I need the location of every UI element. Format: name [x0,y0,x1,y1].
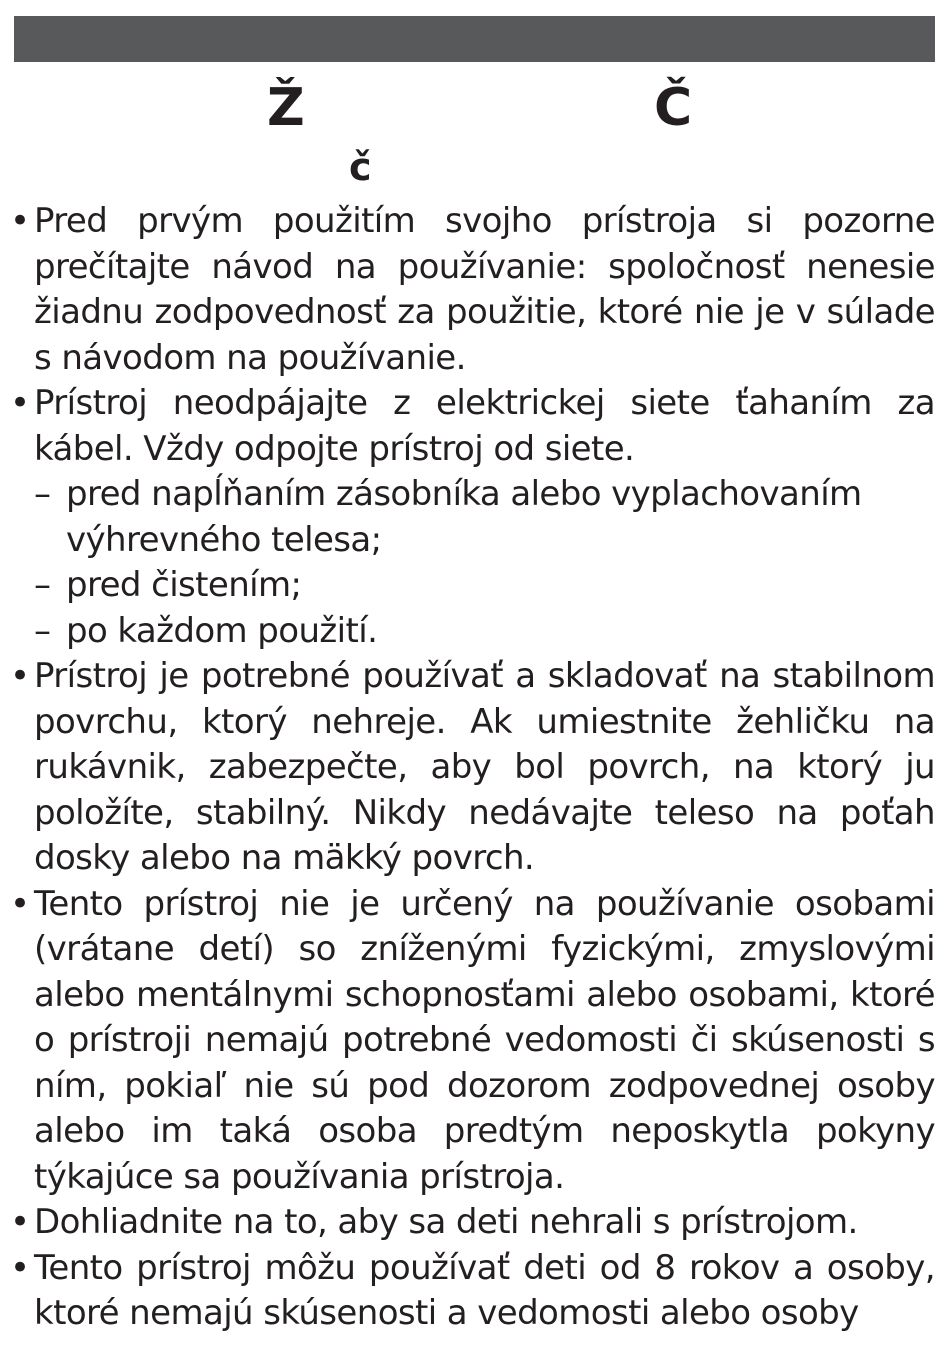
sub-list-item-text: po každom použití. [66,610,378,651]
bullet-icon: • [10,883,30,924]
dash-icon: – [34,610,51,651]
list-item-text: Pred prvým použitím svojho prístroja si pozorne prečítajte návod na používanie: spoločnosť nenesie žiadnu zodpovednosť za použitie, ktoré nie je v súlade s návodom na používanie. [34,201,935,378]
list-item-text: Tento prístroj nie je určený na používanie osobami (vrátane detí) so zníženými fyzickými, zmyslovými alebo mentálnymi schopnosťami alebo osobami, ktoré o prístroji nemajú potrebné vedomosti či skúsenosti s ním, pokiaľ nie sú pod dozorom zodpovednej osoby alebo im taká osoba predtým neposkytla pokyny týkajúce sa používania prístroja. [34,883,935,1197]
list-item [10,381,935,472]
heading-glyph-2: Č [654,78,693,138]
heading-glyph-1: Ž [267,78,305,138]
sub-list-item [10,472,935,563]
list-item [10,654,935,882]
safety-instructions [10,199,935,1337]
list-item-text: Prístroj je potrebné používať a skladovať na stabilnom povrchu, ktorý nehreje. Ak umiestnite žehličku na rukávnik, zabezpečte, aby bol povrch, na ktorý ju položíte, stabilný. Nikdy nedávajte teleso na poťah dosky alebo na mäkký povrch. [34,656,935,878]
list-item [10,199,935,381]
heading-glyph-3: č [349,145,372,189]
sub-list-item [10,563,935,609]
sub-list-item [10,609,935,655]
list-item-text: Tento prístroj môžu používať deti od 8 rokov a osoby, ktoré nemajú skúsenosti a vedomosti alebo osoby [34,1247,935,1333]
bullet-icon: • [10,1202,30,1242]
list-item-text: Dohliadnite na to, aby sa deti nehrali s prístrojom. [34,1202,858,1242]
list-item [10,1246,935,1337]
list-item-text: Prístroj neodpájajte z elektrickej siete ťahaním za kábel. Vždy odpojte prístroj od siete. [34,383,935,469]
bullet-icon: • [10,656,30,696]
bullet-icon: • [10,383,30,423]
dash-icon: – [34,565,51,605]
list-item [10,882,935,1201]
dash-icon: – [34,474,51,514]
header-bar [14,16,935,62]
bullet-icon: • [10,1247,30,1288]
bullet-icon: • [10,201,30,241]
sub-list-item-text: pred napĺňaním zásobníka alebo vyplachovaním výhrevného telesa; [66,474,862,560]
list-item [10,1200,935,1246]
sub-list-item-text: pred čistením; [66,565,302,605]
